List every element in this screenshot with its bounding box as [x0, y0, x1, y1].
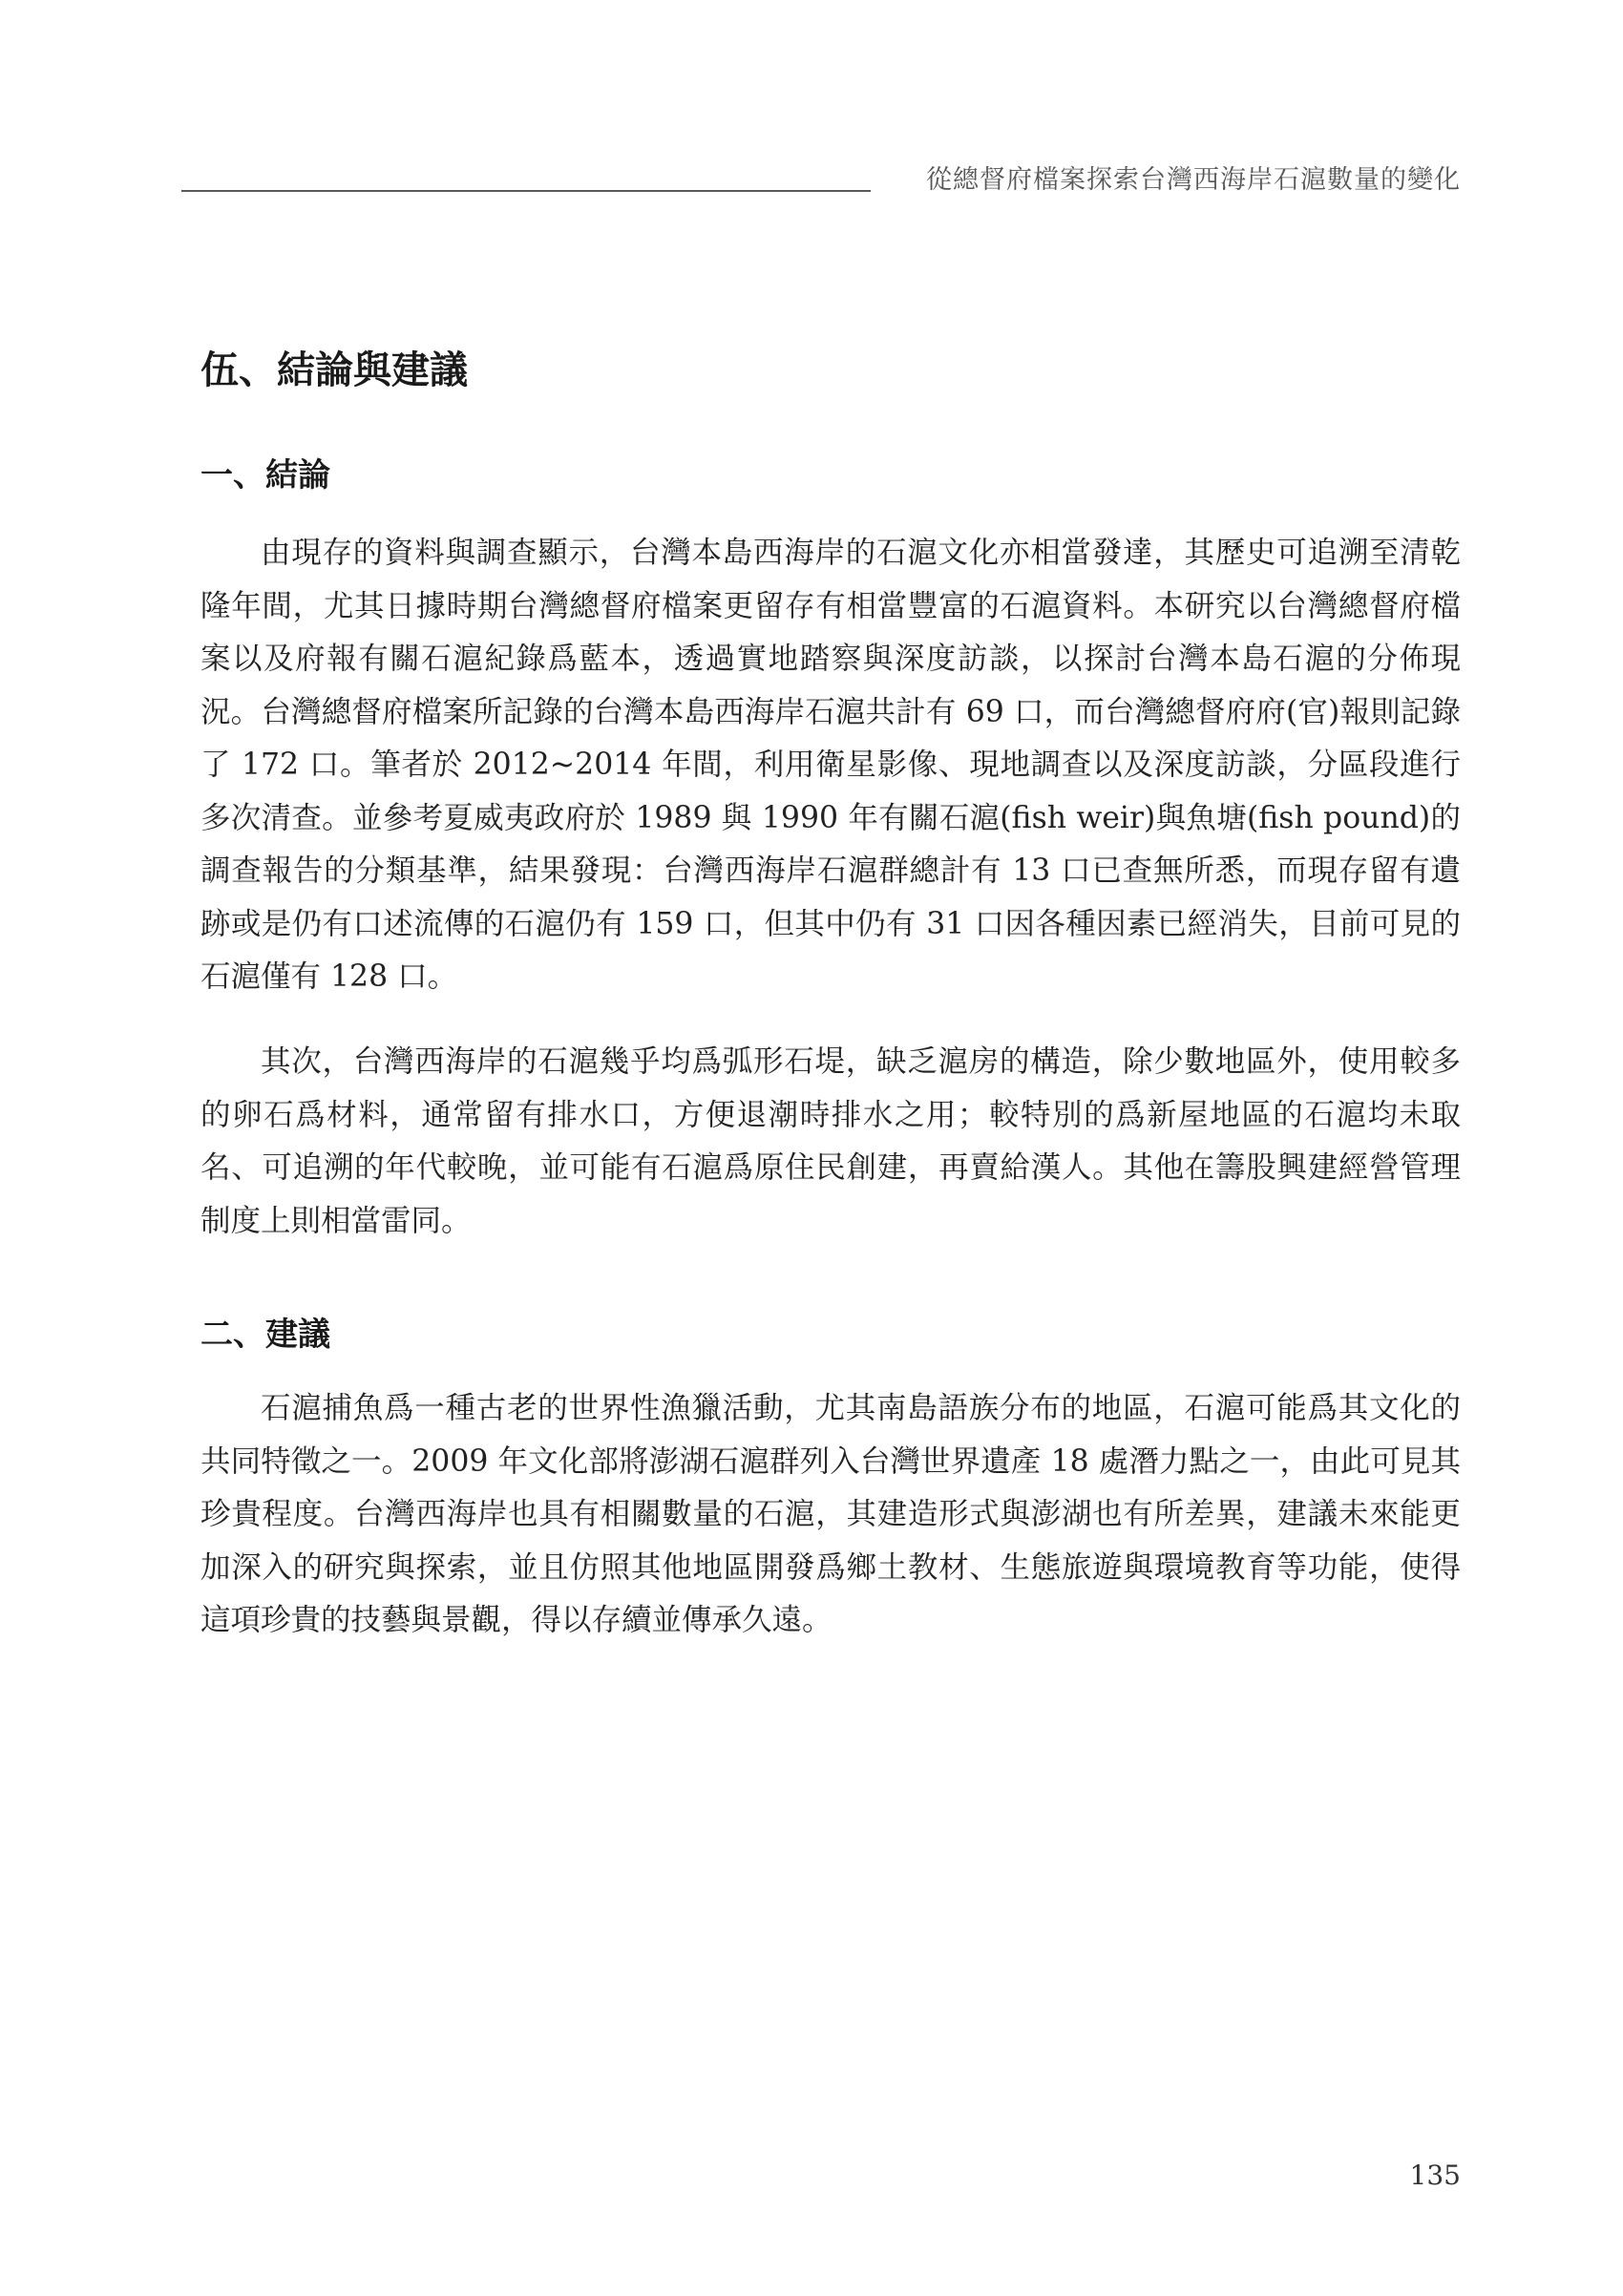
suggestions-paragraph-1: 石滬捕魚爲一種古老的世界性漁獵活動，尤其南島語族分布的地區，石滬可能爲其文化的共同特徵之一。2009 年文化部將澎湖石滬群列入台灣世界遺產 18 處潛力點之一，由此可見其珍貴程度。台灣西海岸也具有相關數量的石滬，其建造形式與澎湖也有所差異，建議未來能更加深入的研究與探索，並且仿照其他地區開發爲鄉土教材、生態旅遊與環境教育等功能，使得這項珍貴的技藝與景觀，得以存續並傳承久遠。	[200, 1391, 1461, 1637]
header-rule	[181, 190, 871, 192]
page-number: 135	[1409, 2159, 1461, 2191]
running-header	[181, 158, 1461, 197]
conclusion-paragraph-1: 由現存的資料與調查顯示，台灣本島西海岸的石滬文化亦相當發達，其歷史可追溯至清乾隆年間，尤其日據時期台灣總督府檔案更留存有相當豐富的石滬資料。本研究以台灣總督府檔案以及府報有關石滬紀錄爲藍本，透過實地踏察與深度訪談，以探討台灣本島石滬的分佈現況。台灣總督府檔案所記錄的台灣本島西海岸石滬共計有 69 口，而台灣總督府府(官)報則記錄了 172 口。筆者於 2012~2014 年間，利用衛星影像、現地調查以及深度訪談，分區段進行多次清查。並參考夏威夷政府於 1989 與 1990 年有關石滬(fish weir)與魚塘(fish pound)的調查報告的分類基準，結果發現：台灣西海岸石滬群總計有 13 口已查無所悉，而現存留有遺跡或是仍有口述流傳的石滬仍有 159 口，但其中仍有 31 口因各種因素已經消失，目前可見的石滬僅有 128 口。	[200, 536, 1461, 994]
running-title: 從總督府檔案探索台灣西海岸石滬數量的變化	[926, 165, 1461, 195]
section-heading-suggestions: 二、建議	[200, 1316, 330, 1354]
conclusion-paragraph-2: 其次，台灣西海岸的石滬幾乎均爲弧形石堤，缺乏滬房的構造，除少數地區外，使用較多的卵石爲材料，通常留有排水口，方便退潮時排水之用；較特別的爲新屋地區的石滬均未取名、可追溯的年代較晚，並可能有石滬爲原住民創建，再賣給漢人。其他在籌股興建經營管理制度上則相當雷同。	[200, 1044, 1461, 1238]
section-heading-conclusion: 一、結論	[200, 456, 330, 495]
chapter-title: 伍、結論與建議	[200, 348, 468, 392]
